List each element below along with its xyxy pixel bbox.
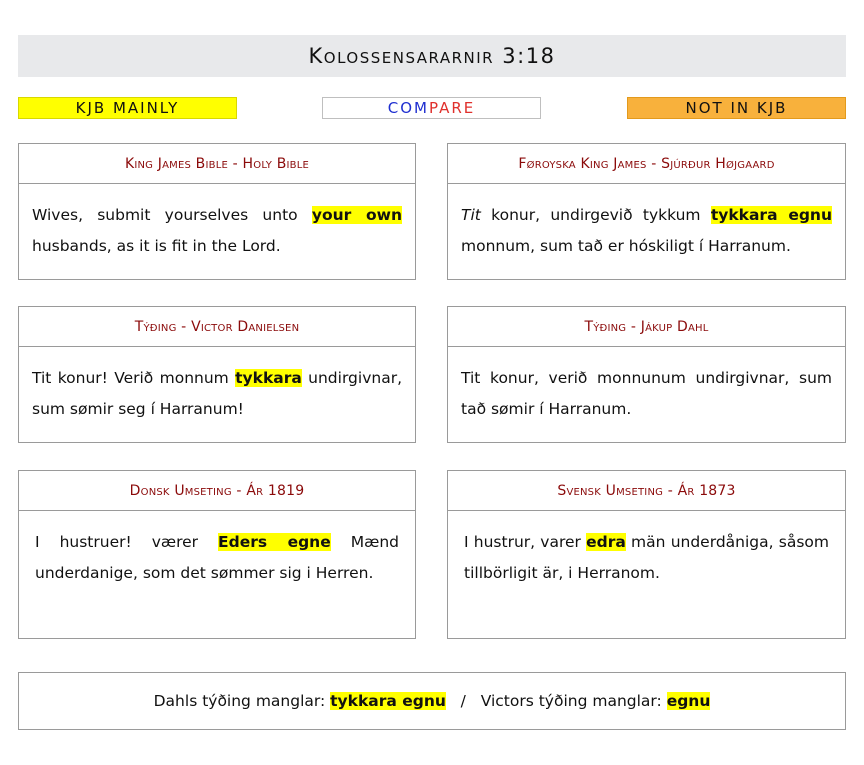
verse-text <box>19 347 415 425</box>
verse-segment: Tit konur! Verið monnum <box>32 369 236 387</box>
verse-segment: I hustruer! værer <box>35 533 219 551</box>
verse-segment: monnum, sum tað er hóskiligt í Harranum. <box>461 237 791 255</box>
card-kjb <box>18 143 416 280</box>
card-jakup-dahl <box>447 306 846 443</box>
card-heading: Donsk Umseting - Ár 1819 <box>19 471 415 511</box>
kjb-mainly-button[interactable]: KJB MAINLY <box>18 97 237 119</box>
verse-segment: konur, undirgevið tykkum <box>480 206 711 224</box>
dahl-missing-words: tykkara egnu <box>330 692 446 710</box>
verse-segment: Tit konur, verið monnunum undirgivnar, sum tað sømir í Harranum. <box>461 369 832 418</box>
verse-text <box>448 347 845 425</box>
victor-missing-label: Victors týðing manglar: <box>480 692 667 710</box>
verse-segment: Tit <box>461 206 481 224</box>
highlighted-word: your own <box>311 206 402 224</box>
verse-text <box>448 184 845 262</box>
missing-words-summary <box>18 672 846 730</box>
compare-label-part2: PARE <box>428 99 476 117</box>
verse-segment: I hustrur, varer <box>464 533 587 551</box>
card-svensk-1873 <box>447 470 846 639</box>
page-title: Kolossensararnir 3:18 <box>18 35 846 77</box>
compare-label-part1: COM <box>387 99 429 117</box>
verse-text <box>19 511 415 589</box>
card-foroyska-kjb <box>447 143 846 280</box>
card-heading: Týðing - Jákup Dahl <box>448 307 845 347</box>
verse-segment: män underdåniga, såsom tillbörligit är, i Herranom. <box>464 533 829 582</box>
highlighted-word: Eders egne <box>218 533 331 551</box>
dahl-missing-label: Dahls týðing manglar: <box>153 692 331 710</box>
card-heading: Svensk Umseting - Ár 1873 <box>448 471 845 511</box>
card-victor-danielsen <box>18 306 416 443</box>
highlighted-word: tykkara egnu <box>710 206 832 224</box>
highlighted-word: tykkara <box>235 369 302 387</box>
card-heading: Týðing - Victor Danielsen <box>19 307 415 347</box>
highlighted-word: edra <box>586 533 626 551</box>
card-donsk-1819 <box>18 470 416 639</box>
verse-segment: Mænd underdanige, som det sømmer sig i Herren. <box>35 533 399 582</box>
verse-text <box>19 184 415 262</box>
card-heading: King James Bible - Holy Bible <box>19 144 415 184</box>
not-in-kjb-button[interactable]: NOT IN KJB <box>627 97 846 119</box>
verse-text <box>448 511 845 589</box>
verse-segment: husbands, as it is fit in the Lord. <box>32 237 281 255</box>
verse-segment: Wives, submit yourselves unto <box>32 206 312 224</box>
compare-button[interactable] <box>322 97 541 119</box>
separator: / <box>445 692 481 710</box>
verse-segment: undirgivnar, sum sømir seg í Harranum! <box>32 369 402 418</box>
victor-missing-words: egnu <box>666 692 711 710</box>
card-heading: Føroyska King James - Sjúrður Højgaard <box>448 144 845 184</box>
